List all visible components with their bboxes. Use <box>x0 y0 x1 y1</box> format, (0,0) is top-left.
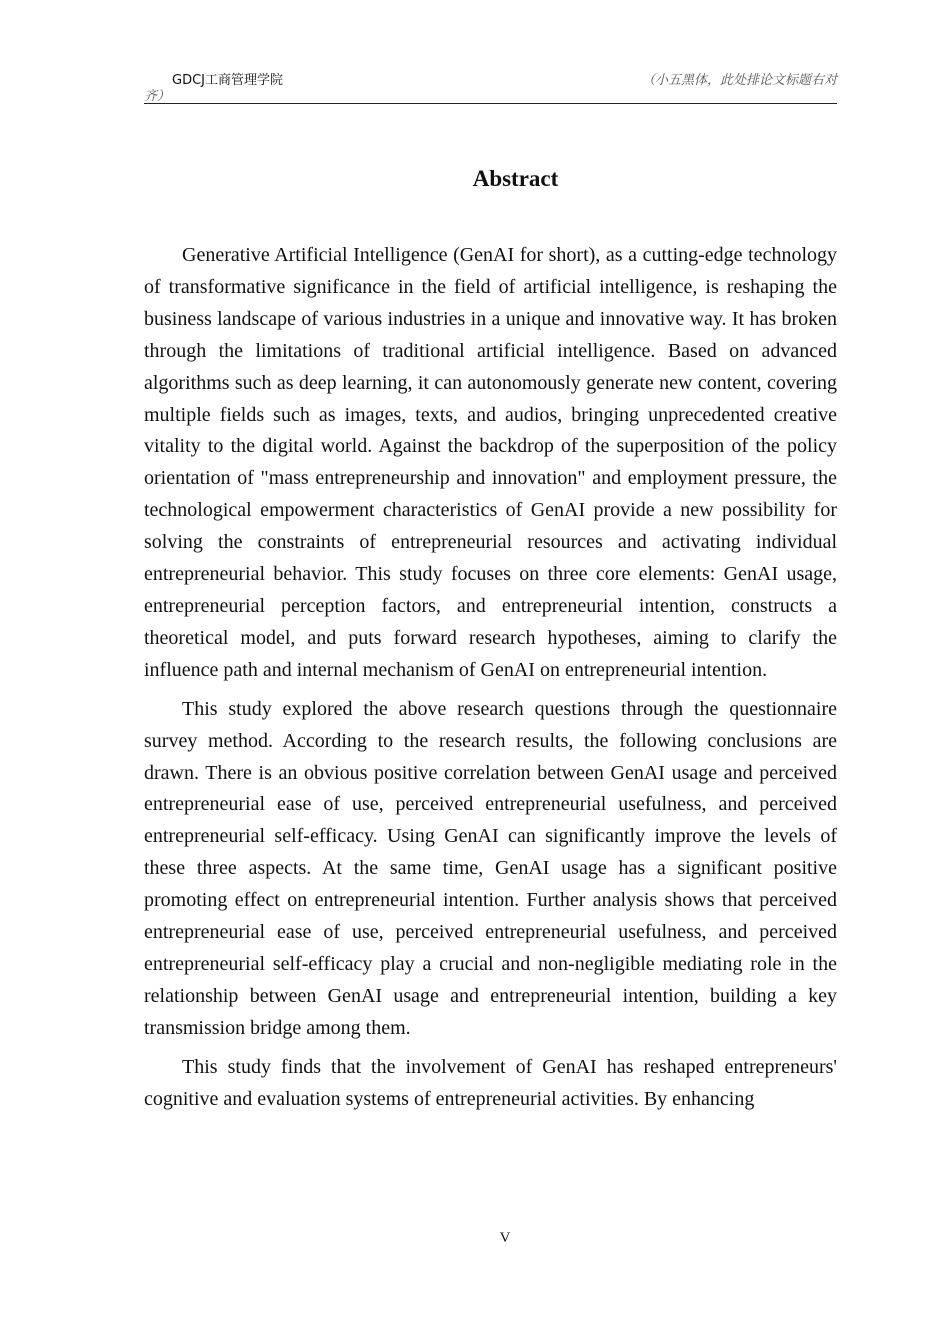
page-title: Abstract <box>472 166 559 191</box>
abstract-body <box>144 240 837 1122</box>
header-title-note: （小五黑体，此处排论文标题右对 <box>641 72 837 87</box>
page-header <box>144 66 837 104</box>
page-number: V <box>499 1230 511 1246</box>
paragraph-1: Generative Artificial Intelligence (GenAI for short), as a cutting-edge technology of transformative significance in the field of artificial intelligence, is reshaping the business landscape of various industries in a unique and innovative way. It has broken through the limitations of traditional artificial intelligence. Based on advanced algorithms such as deep learning, it can autonomously generate new content, covering multiple fields such as images, texts, and audios, bringing unprecedented creative vitality to the digital world. Against the backdrop of the superposition of the policy orientation of "mass entrepreneurship and innovation" and employment pressure, the technological empowerment characteristics of GenAI provide a new possibility for solving the constraints of entrepreneurial resources and activating individual entrepreneurial behavior. This study focuses on three core elements: GenAI usage, entrepreneurial perception factors, and entrepreneurial intention, constructs a theoretical model, and puts forward research hypotheses, aiming to clarify the influence path and internal mechanism of GenAI on entrepreneurial intention. <box>144 244 837 681</box>
header-title-note-wrap: 齐） <box>144 88 171 103</box>
paragraph-3: This study finds that the involvement of GenAI has reshaped entrepreneurs' cognitive and evaluation systems of entrepreneurial activities. By enhancing <box>144 1055 837 1110</box>
header-institution: GDCJ工商管理学院 <box>172 73 283 88</box>
paragraph-2: This study explored the above research questions through the questionnaire survey method. According to the research results, the following conclusions are drawn. There is an obvious positive correlation between GenAI usage and perceived entrepreneurial ease of use, perceived entrepreneurial usefulness, and perceived entrepreneurial self-efficacy. Using GenAI can significantly improve the levels of these three aspects. At the same time, GenAI usage has a significant positive promoting effect on entrepreneurial intention. Further analysis shows that perceived entrepreneurial ease of use, perceived entrepreneurial usefulness, and perceived entrepreneurial self-efficacy play a crucial and non-negligible mediating role in the relationship between GenAI usage and entrepreneurial intention, building a key transmission bridge among them. <box>144 697 837 1039</box>
